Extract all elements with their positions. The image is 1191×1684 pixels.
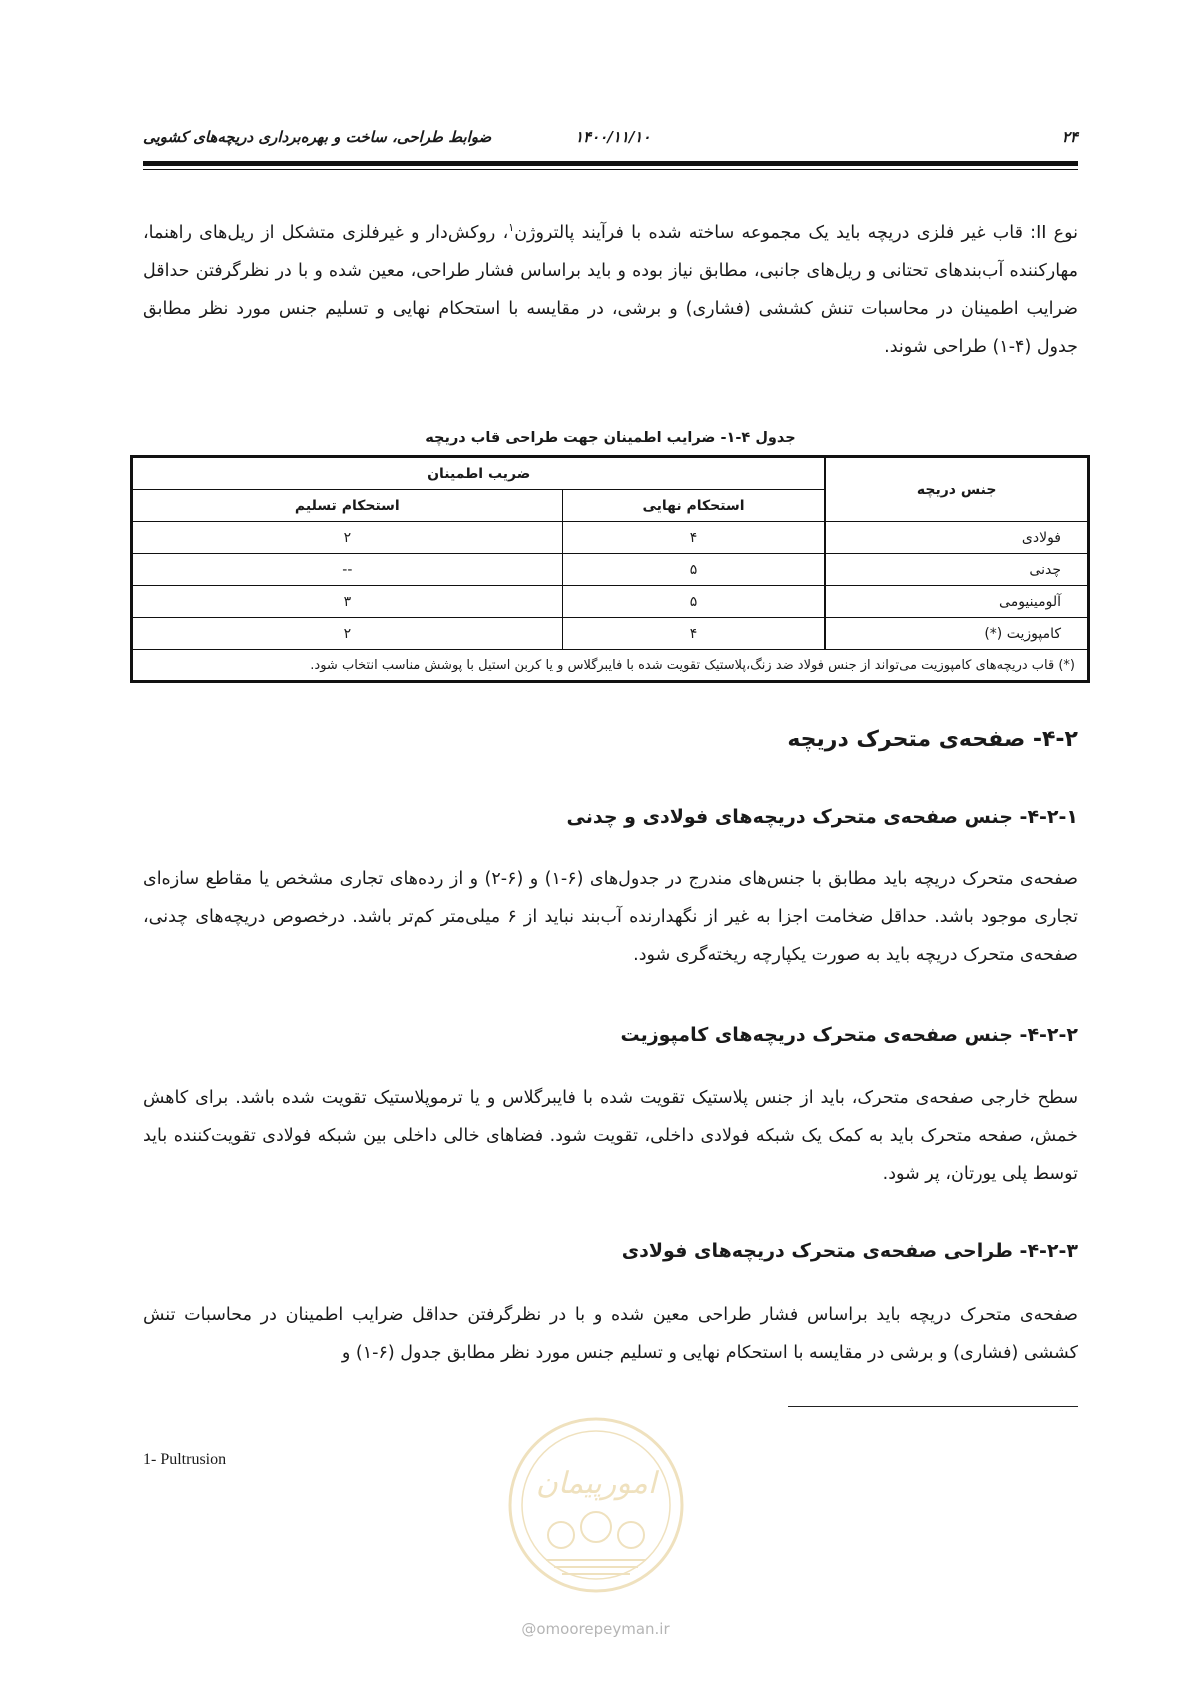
footnote: 1- Pultrusion (143, 1451, 227, 1468)
paragraph-text-continued: ، روکش‌دار و غیرفلزی متشکل از ریل‌های راهنما، مهارکننده آب‌بندهای تحتانی و ریل‌های جانبی، مطابق نیاز بوده و باید براساس فشار طراحی، معین شده و با در نظرگرفتن حداقل ضرایب اطمینان در محاسبات تنش کششی (فشاری) و برشی، در مقایسه با استحکام نهایی و تسلیم جنس مورد نظر مطابق جدول (۴-۱) طراحی شوند. (143, 223, 1078, 357)
table-header-row (132, 457, 1089, 490)
header-title: ضوابط طراحی، ساخت و بهره‌برداری دریچه‌های کشویی (143, 128, 492, 146)
cell-yield: -- (132, 554, 563, 586)
table-note: (*) قاب دریچه‌های کامپوزیت می‌تواند از جنس فولاد ضد زنگ،پلاستیک تقویت شده با فایبرگلاس و یا کربن استیل با پوشش مناسب انتخاب شود. (132, 650, 1089, 682)
watermark-stamp-logo (506, 1415, 686, 1595)
people-icon (581, 1512, 611, 1542)
subsection-heading-steel-cast-iron: ۴-۲-۱- جنس صفحه‌ی متحرک دریچه‌های فولادی و چدنی (566, 806, 1078, 828)
cell-yield: ۲ (132, 618, 563, 650)
table-note-row (132, 650, 1089, 682)
header-safety-factor: ضریب اطمینان (132, 457, 826, 490)
cell-ultimate: ۴ (562, 522, 825, 554)
table-row (132, 586, 1089, 618)
header-material: جنس دریچه (825, 457, 1088, 522)
watermark-url: @omoorepeyman.ir (521, 1620, 670, 1638)
paragraph-steel-cast-iron: صفحه‌ی متحرک دریچه باید مطابق با جنس‌های مندرج در جدول‌های (۶-۱) و (۶-۲) و از رده‌های تجاری مشخص یا مقاطع سازه‌ای تجاری موجود باشد. حداقل ضخامت اجزا به غیر از نگهدارنده آب‌بند نباید از ۶ میلی‌متر کم‌تر باشد. درخصوص دریچه‌های چدنی، صفحه‌ی متحرک دریچه باید به صورت یکپارچه ریخته‌گری شود. (143, 869, 1078, 965)
table-row (132, 618, 1089, 650)
paragraph-composite: سطح خارجی صفحه‌ی متحرک، باید از جنس پلاستیک تقویت شده با فایبرگلاس و یا ترموپلاستیک تقویت شده باشد. برای کاهش خمش، صفحه متحرک باید به کمک یک شبکه فولادی داخلی، تقویت شود. فضاهای خالی داخلی بین شبکه فولادی تقویت‌کننده باید توسط پلی یورتان، پر شود. (143, 1088, 1078, 1184)
cell-material: چدنی (825, 554, 1088, 586)
page-number: ۲۴ (1061, 128, 1078, 146)
paragraph-text: نوع II: قاب غیر فلزی دریچه باید یک مجموعه ساخته شده با فرآیند پالتروژن (514, 223, 1078, 243)
cell-ultimate: ۵ (562, 554, 825, 586)
paragraph-steel-design: صفحه‌ی متحرک دریچه باید براساس فشار طراحی معین شده و با در نظرگرفتن حداقل ضرایب اطمینان در محاسبات تنش کششی (فشاری) و برشی در مقایسه با استحکام نهایی و تسلیم جنس مورد نظر مطابق جدول (۶-۱) و (143, 1305, 1078, 1363)
cell-material: فولادی (825, 522, 1088, 554)
table-row (132, 522, 1089, 554)
cell-ultimate: ۵ (562, 586, 825, 618)
footnote-marker: ۱ (508, 221, 515, 235)
header-date: ۱۴۰۰/۱۱/۱۰ (575, 128, 651, 146)
header-ultimate-strength: استحکام نهایی (562, 490, 825, 522)
header-yield-strength: استحکام تسلیم (132, 490, 563, 522)
safety-factor-table (130, 455, 1090, 683)
page-header (143, 128, 1078, 152)
header-rule-thick (143, 161, 1078, 166)
header-rule-thin (143, 169, 1078, 170)
cell-ultimate: ۴ (562, 618, 825, 650)
cell-material: آلومینیومی (825, 586, 1088, 618)
subsection-heading-steel-design: ۴-۲-۳- طراحی صفحه‌ی متحرک دریچه‌های فولادی (621, 1240, 1078, 1262)
table-caption: جدول ۴-۱- ضرایب اطمینان جهت طراحی قاب دریچه (425, 430, 796, 446)
subsection-heading-composite: ۴-۲-۲- جنس صفحه‌ی متحرک دریچه‌های کامپوزیت (620, 1024, 1078, 1046)
footnote-rule (788, 1406, 1078, 1407)
cell-material: کامپوزیت (*) (825, 618, 1088, 650)
tools-icon (618, 1522, 644, 1548)
gear-icon (548, 1522, 574, 1548)
cell-yield: ۳ (132, 586, 563, 618)
stamp-lettering: امورپیمان (535, 1466, 657, 1501)
cell-yield: ۲ (132, 522, 563, 554)
table-row (132, 554, 1089, 586)
paragraph-type-two-frame (143, 214, 1078, 366)
section-heading: ۴-۲- صفحه‌ی متحرک دریچه (787, 727, 1078, 752)
